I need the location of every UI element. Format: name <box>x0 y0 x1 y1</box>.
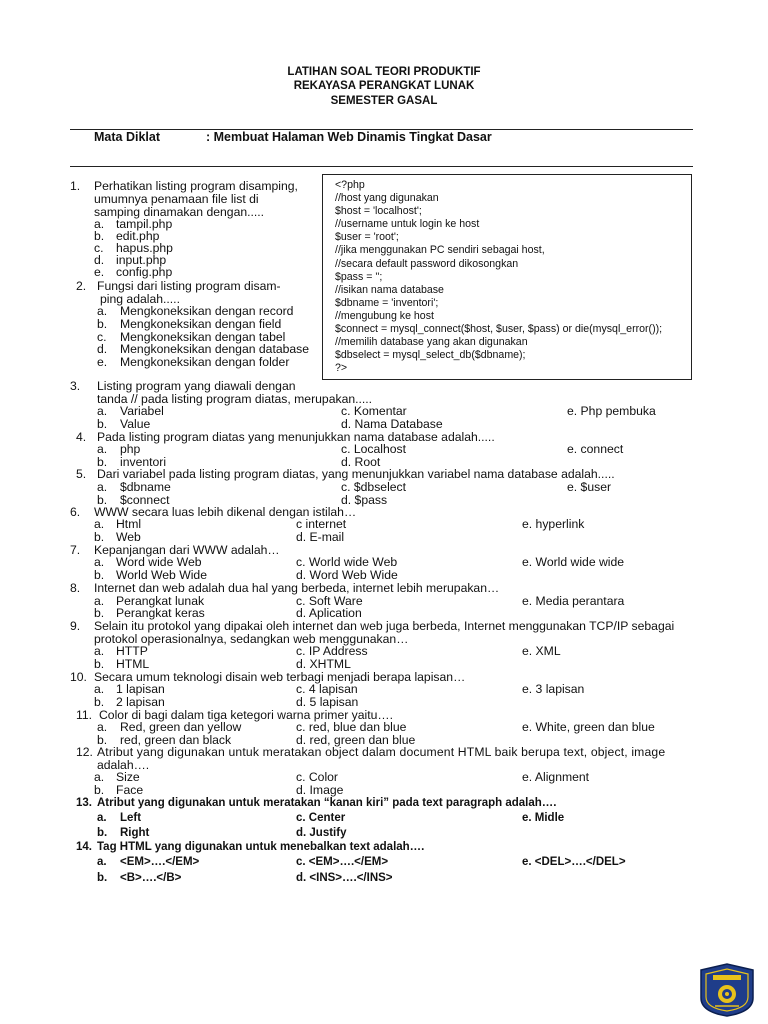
code-line: //mengubung ke host <box>335 309 434 322</box>
option-text: c. 4 lapisan <box>296 682 358 696</box>
option-text: d. Image <box>296 783 344 797</box>
question-text: protokol operasionalnya, sedangkan web menggunakan… <box>94 632 409 646</box>
option-text: Perangkat lunak <box>116 594 205 608</box>
subject-label: Mata Diklat <box>94 130 160 144</box>
option-text: e. World wide wide <box>522 555 625 569</box>
option-letter: a. <box>97 442 108 456</box>
option-text: Right <box>120 827 150 839</box>
doc-semester: SEMESTER GASAL <box>330 95 438 107</box>
option-text: e. $user <box>567 480 612 494</box>
question-text: Internet dan web adalah dua hal yang berbeda, internet lebih merupakan… <box>94 581 500 595</box>
option-text: <EM>….</EM> <box>120 856 200 868</box>
code-line: //isikan nama database <box>335 283 444 296</box>
option-text: c. Soft Ware <box>296 594 363 608</box>
option-letter: b. <box>94 229 105 243</box>
question-number: 1. <box>70 179 81 193</box>
option-letter: a. <box>97 304 108 318</box>
option-text: Mengkoneksikan dengan tabel <box>120 330 286 344</box>
question-text: umumnya penamaan file list di <box>94 192 259 206</box>
question-text: Secara umum teknologi disain web terbagi menjadi berapa lapisan… <box>94 670 466 684</box>
option-text: d. Root <box>341 455 381 469</box>
option-text: HTML <box>116 657 150 671</box>
code-line: $dbselect = mysql_select_db($dbname); <box>335 349 526 362</box>
question-number: 11. <box>76 708 93 722</box>
option-letter: b. <box>94 695 105 709</box>
option-text: c. IP Address <box>296 644 368 658</box>
option-letter: a. <box>94 517 105 531</box>
option-letter: b. <box>94 568 105 582</box>
option-letter: a. <box>97 812 107 824</box>
option-letter: b. <box>97 493 108 507</box>
option-letter: d. <box>97 342 108 356</box>
option-letter: a. <box>94 555 105 569</box>
option-letter: a. <box>97 480 108 494</box>
doc-title: LATIHAN SOAL TEORI PRODUKTIF <box>287 66 481 78</box>
code-line: ?> <box>335 362 348 375</box>
option-letter: a. <box>97 856 107 868</box>
code-line: $pass = ''; <box>335 270 383 283</box>
option-text: Word wide Web <box>116 555 202 569</box>
code-line: //memilih database yang akan digunakan <box>335 336 528 349</box>
option-letter: b. <box>97 827 108 839</box>
subject-value: : Membuat Halaman Web Dinamis Tingkat Dasar <box>206 130 492 144</box>
code-line: //secara default password dikosongkan <box>335 257 519 270</box>
option-text: Mengkoneksikan dengan database <box>120 342 310 356</box>
option-text: inventori <box>120 455 167 469</box>
option-text: Value <box>120 417 151 431</box>
option-text: e. Midle <box>522 812 565 824</box>
option-text: 1 lapisan <box>116 682 165 696</box>
option-text: red, green dan black <box>120 733 232 747</box>
option-text: d. $pass <box>341 493 388 507</box>
option-letter: b. <box>97 455 108 469</box>
question-text: adalah…. <box>97 758 150 772</box>
option-text: input.php <box>116 253 167 267</box>
question-text: samping dinamakan dengan..... <box>94 205 265 219</box>
code-listing-box <box>322 174 692 380</box>
question-text: WWW secara luas lebih dikenal dengan istilah… <box>94 505 357 519</box>
question-text: Atribut yang digunakan untuk meratakan “kanan kiri” pada text paragraph adalah…. <box>97 797 557 809</box>
code-line: //host yang digunakan <box>335 192 439 205</box>
option-text: tampil.php <box>116 217 173 231</box>
question-number: 9. <box>70 619 81 633</box>
option-text: c. Localhost <box>341 442 407 456</box>
option-letter: b. <box>94 783 105 797</box>
option-text: d. XHTML <box>296 657 351 671</box>
question-number: 4. <box>76 430 87 444</box>
option-letter: b. <box>97 733 108 747</box>
question-text: Fungsi dari listing program disam- <box>97 279 281 293</box>
option-letter: b. <box>97 872 108 884</box>
question-text: Selain itu protokol yang dipakai oleh internet dan web juga berbeda, Internet menggunakan TCP/IP sebagai <box>94 619 675 633</box>
doc-subtitle: REKAYASA PERANGKAT LUNAK <box>293 80 475 92</box>
option-text: d. Word Web Wide <box>296 568 398 582</box>
option-text: <B>….</B> <box>120 872 182 884</box>
code-line: $host = 'localhost'; <box>335 205 422 218</box>
divider-bottom <box>70 166 693 167</box>
option-text: config.php <box>116 265 173 279</box>
option-letter: c. <box>94 241 104 255</box>
code-line: //username untuk login ke host <box>335 218 480 231</box>
option-letter: b. <box>97 417 108 431</box>
option-text: c. $dbselect <box>341 480 407 494</box>
option-letter: a. <box>97 720 108 734</box>
question-number: 14. <box>76 841 92 853</box>
option-text: Red, green dan yellow <box>120 720 242 734</box>
option-text: c internet <box>296 517 347 531</box>
option-text: e. White, green dan blue <box>522 720 655 734</box>
option-text: Variabel <box>120 404 164 418</box>
question-number: 10. <box>70 670 87 684</box>
option-text: e. Media perantara <box>522 594 625 608</box>
option-text: HTTP <box>116 644 148 658</box>
option-text: d. red, green dan blue <box>296 733 416 747</box>
option-text: Perangkat keras <box>116 606 205 620</box>
option-text: d. 5 lapisan <box>296 695 359 709</box>
option-letter: a. <box>94 594 105 608</box>
option-letter: a. <box>94 770 105 784</box>
option-text: d. Justify <box>296 827 347 839</box>
option-letter: b. <box>94 657 105 671</box>
code-line: $dbname = 'inventori'; <box>335 296 439 309</box>
school-emblem-icon <box>697 962 757 1018</box>
option-text: Html <box>116 517 142 531</box>
option-text: c. <EM>….</EM> <box>296 856 389 868</box>
option-text: d. Nama Database <box>341 417 443 431</box>
option-letter: b. <box>94 530 105 544</box>
code-line: <?php <box>335 179 365 191</box>
option-letter: c. <box>97 330 107 344</box>
code-line: $user = 'root'; <box>335 231 399 244</box>
code-line: //jika menggunakan PC sendiri sebagai host, <box>335 244 545 257</box>
option-text: d. <INS>….</INS> <box>296 872 393 884</box>
option-letter: e. <box>97 355 108 369</box>
option-text: c. Center <box>296 812 346 824</box>
question-number: 13. <box>76 797 92 809</box>
option-text: Mengkoneksikan dengan record <box>120 304 294 318</box>
option-text: e. hyperlink <box>522 517 585 531</box>
option-text: hapus.php <box>116 241 173 255</box>
option-text: Size <box>116 770 140 784</box>
option-text: World Web Wide <box>116 568 207 582</box>
option-text: e. Php pembuka <box>567 404 656 418</box>
question-number: 5. <box>76 467 87 481</box>
option-text: Web <box>116 530 141 544</box>
option-letter: a. <box>94 682 105 696</box>
option-letter: a. <box>97 404 108 418</box>
option-letter: e. <box>94 265 105 279</box>
option-text: Mengkoneksikan dengan field <box>120 317 282 331</box>
option-text: c. Color <box>296 770 338 784</box>
option-text: e. <DEL>….</DEL> <box>522 856 626 868</box>
option-letter: a. <box>94 644 105 658</box>
option-text: Left <box>120 812 142 824</box>
option-text: edit.php <box>116 229 160 243</box>
question-number: 12. <box>76 745 93 759</box>
question-text: Kepanjangan dari WWW adalah… <box>94 543 280 557</box>
question-text: Listing program yang diawali dengan <box>97 379 296 393</box>
option-letter: b. <box>97 317 108 331</box>
question-number: 3. <box>70 379 81 393</box>
option-text: php <box>120 442 141 456</box>
option-text: c. Komentar <box>341 404 407 418</box>
question-text: ping adalah..... <box>100 292 180 306</box>
question-text: tanda // pada listing program diatas, merupakan..... <box>97 392 373 406</box>
option-text: e. 3 lapisan <box>522 682 585 696</box>
question-text: Perhatikan listing program disamping, <box>94 179 298 193</box>
option-text: $dbname <box>120 480 171 494</box>
option-text: $connect <box>120 493 170 507</box>
question-number: 8. <box>70 581 81 595</box>
option-letter: d. <box>94 253 105 267</box>
option-letter: a. <box>94 217 105 231</box>
option-text: Mengkoneksikan dengan folder <box>120 355 290 369</box>
option-text: d. E-mail <box>296 530 345 544</box>
question-text: Dari variabel pada listing program diatas, yang menunjukkan variabel nama database adalah..... <box>97 467 615 481</box>
option-text: 2 lapisan <box>116 695 165 709</box>
option-text: c. red, blue dan blue <box>296 720 407 734</box>
question-text: Pada listing program diatas yang menunjukkan nama database adalah..... <box>97 430 495 444</box>
question-number: 7. <box>70 543 81 557</box>
option-text: e. Alignment <box>522 770 590 784</box>
option-text: e. connect <box>567 442 624 456</box>
option-text: e. XML <box>522 644 561 658</box>
question-text: Color di bagi dalam tiga ketegori warna primer yaitu…. <box>99 708 393 722</box>
option-letter: b. <box>94 606 105 620</box>
question-text: Tag HTML yang digunakan untuk menebalkan text adalah…. <box>97 841 425 853</box>
option-text: d. Aplication <box>296 606 362 620</box>
question-number: 2. <box>76 279 87 293</box>
question-text: Atribut yang digunakan untuk meratakan object dalam document HTML baik berupa text, object, image <box>97 745 666 759</box>
option-text: c. World wide Web <box>296 555 398 569</box>
code-line: $connect = mysql_connect($host, $user, $pass) or die(mysql_error()); <box>335 323 663 336</box>
option-text: Face <box>116 783 144 797</box>
question-number: 6. <box>70 505 81 519</box>
